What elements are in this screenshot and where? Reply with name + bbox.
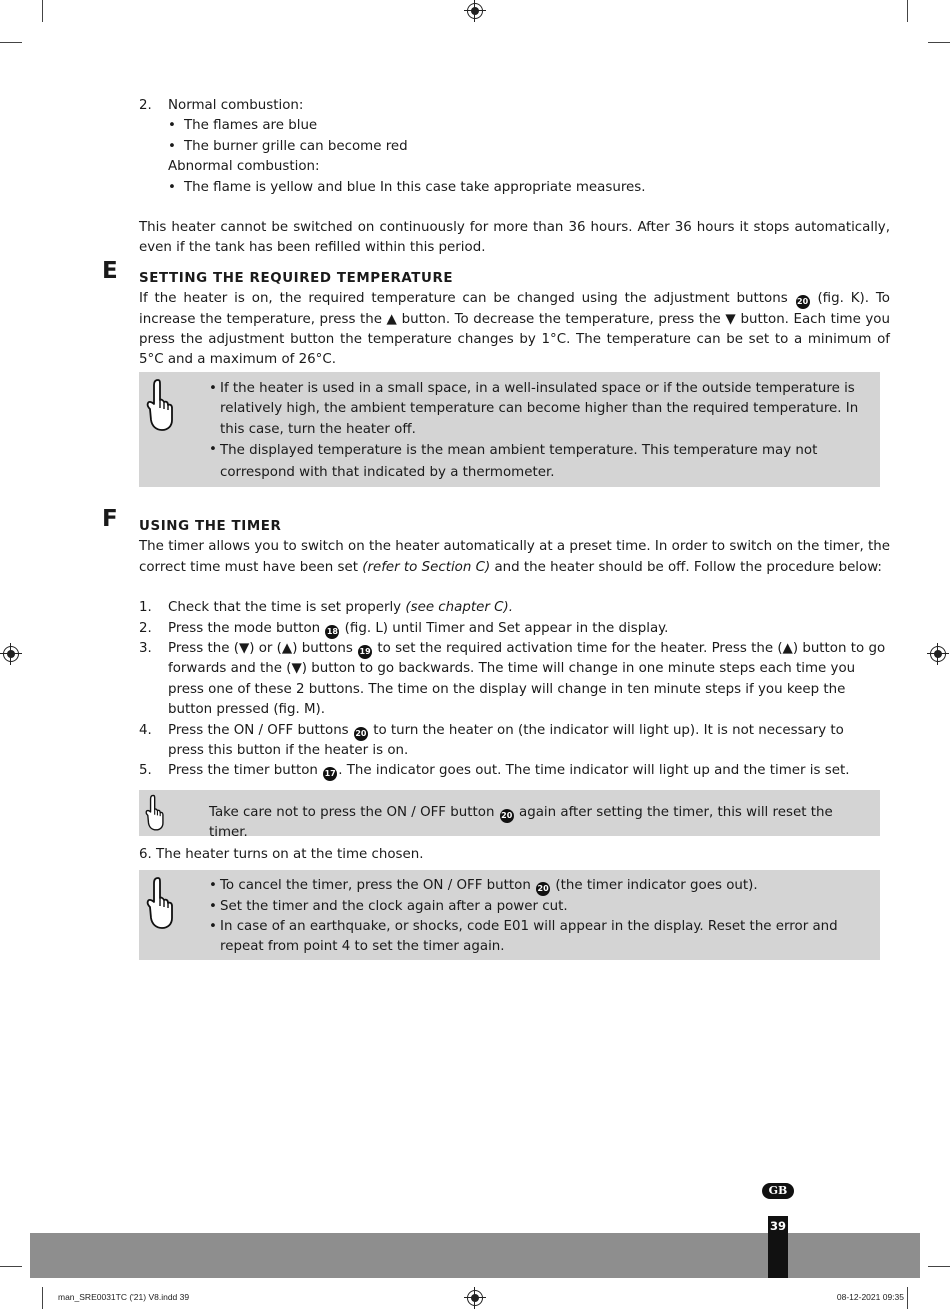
bullet-text: The flame is yellow and blue In this case take appropriate measures. bbox=[184, 179, 646, 195]
note-box: Take care not to press the ON / OFF button 20 again after setting the timer, this will reset the timer. bbox=[139, 790, 880, 836]
crop-mark bbox=[0, 1266, 22, 1267]
registration-mark-icon bbox=[3, 646, 19, 662]
registration-mark-icon bbox=[930, 646, 946, 662]
crop-mark bbox=[928, 42, 950, 43]
list-item bbox=[139, 96, 890, 116]
paragraph: If the heater is on, the required temperature can be changed using the adjustment buttons 20 (fig. K). To increase the temperature, press the ▲ button. To decrease the temperature, press the ▼ button. Each time you press the adjustment button the temperature changes by 1°C. The temperature can be set to a minimum of 5°C and a maximum of 26°C. bbox=[139, 291, 890, 368]
button-17-icon: 17 bbox=[323, 767, 337, 781]
registration-mark-icon bbox=[467, 3, 483, 19]
section-title: SETTING THE REQUIRED TEMPERATURE bbox=[139, 270, 454, 286]
button-18-icon: 18 bbox=[325, 625, 339, 639]
section-e bbox=[102, 257, 890, 487]
slug-filename: man_SRE0031TC ('21) V8.indd 39 bbox=[58, 1292, 190, 1302]
crop-mark bbox=[907, 0, 908, 22]
list-text: Normal combustion: bbox=[168, 98, 304, 113]
bullet-item: • The flames are blue bbox=[139, 116, 890, 136]
list-item: 5. Press the timer button 17 . The indicator goes out. The time indicator will light up and the timer is set. bbox=[139, 761, 890, 781]
paragraph: 6. The heater turns on at the time chosen. bbox=[139, 846, 424, 862]
button-20-icon: 20 bbox=[796, 295, 810, 309]
page-content bbox=[102, 96, 890, 960]
section-f bbox=[102, 505, 890, 960]
note-bullet: • To cancel the timer, press the ON / OFF button 20 (the timer indicator goes out). bbox=[209, 876, 862, 896]
list-text: Abnormal combustion: bbox=[168, 159, 320, 175]
note-bullet: • If the heater is used in a small space, in a well-insulated space or if the outside temperature is relatively high, the ambient temperature can become higher than the required temperature. In this case, turn the heater off. bbox=[209, 380, 859, 437]
note-bullet: • In case of an earthquake, or shocks, code E01 will appear in the display. Reset the error and repeat from point 4 to set the timer again. bbox=[209, 918, 838, 955]
button-20-icon: 20 bbox=[354, 727, 368, 741]
slug-timestamp: 08-12-2021 09:35 bbox=[836, 1292, 904, 1302]
list-item: 1. Check that the time is set properly (see chapter C). bbox=[139, 600, 513, 616]
bullet-text: The flames are blue bbox=[184, 118, 318, 134]
crop-mark bbox=[907, 1287, 908, 1309]
list-number: 2. bbox=[139, 98, 152, 113]
button-19-icon: 19 bbox=[358, 645, 372, 659]
bullet-text: The burner grille can become red bbox=[184, 138, 408, 154]
pointing-hand-icon bbox=[143, 378, 175, 433]
button-20-icon: 20 bbox=[536, 882, 550, 896]
crop-mark bbox=[0, 42, 22, 43]
crop-mark bbox=[42, 0, 43, 22]
bullet-item: • The burner grille can become red bbox=[139, 137, 890, 157]
crop-mark bbox=[928, 1266, 950, 1267]
paragraph: The timer allows you to switch on the heater automatically at a preset time. In order to switch on the timer, the correct time must have been set (refer to Section C) and the heater should be off. Follow the procedure below: bbox=[139, 539, 890, 575]
section-letter: F bbox=[102, 505, 118, 532]
paragraph: This heater cannot be switched on continuously for more than 36 hours. After 36 hours it stops automatically, even if the tank has been refilled within this period. bbox=[139, 220, 890, 256]
note-box bbox=[139, 372, 880, 487]
pointing-hand-icon bbox=[143, 876, 175, 931]
page-number: 39 bbox=[768, 1216, 788, 1278]
registration-mark-icon bbox=[467, 1290, 483, 1306]
bullet-item: • The flame is yellow and blue In this case take appropriate measures. bbox=[139, 178, 890, 198]
note-bullet: • Set the timer and the clock again after a power cut. bbox=[209, 898, 568, 914]
button-20-icon: 20 bbox=[500, 809, 514, 823]
pointing-hand-icon bbox=[143, 794, 165, 832]
note-box bbox=[139, 870, 880, 960]
section-title: USING THE TIMER bbox=[139, 518, 282, 534]
note-bullet: • The displayed temperature is the mean ambient temperature. This temperature may not correspond with that indicated by a thermometer. bbox=[209, 442, 818, 480]
list-item: 3. Press the (▼) or (▲) buttons 19 to set the required activation time for the heater. Press the (▲) button to go forwards and the (▼) button to go backwards. The time will change in one minute steps each time you press one of these 2 buttons. The time on the display will change in ten minute steps if you keep the button pressed (fig. M). bbox=[139, 640, 886, 718]
crop-mark bbox=[42, 1287, 43, 1309]
list-item: 2. Press the mode button 18 (fig. L) until Timer and Set appear in the display. bbox=[139, 619, 890, 639]
section-letter: E bbox=[102, 257, 118, 284]
list-item: 4. Press the ON / OFF buttons 20 to turn the heater on (the indicator will light up). It is not necessary to press this button if the heater is on. bbox=[139, 722, 844, 758]
language-badge: GB bbox=[762, 1183, 794, 1199]
